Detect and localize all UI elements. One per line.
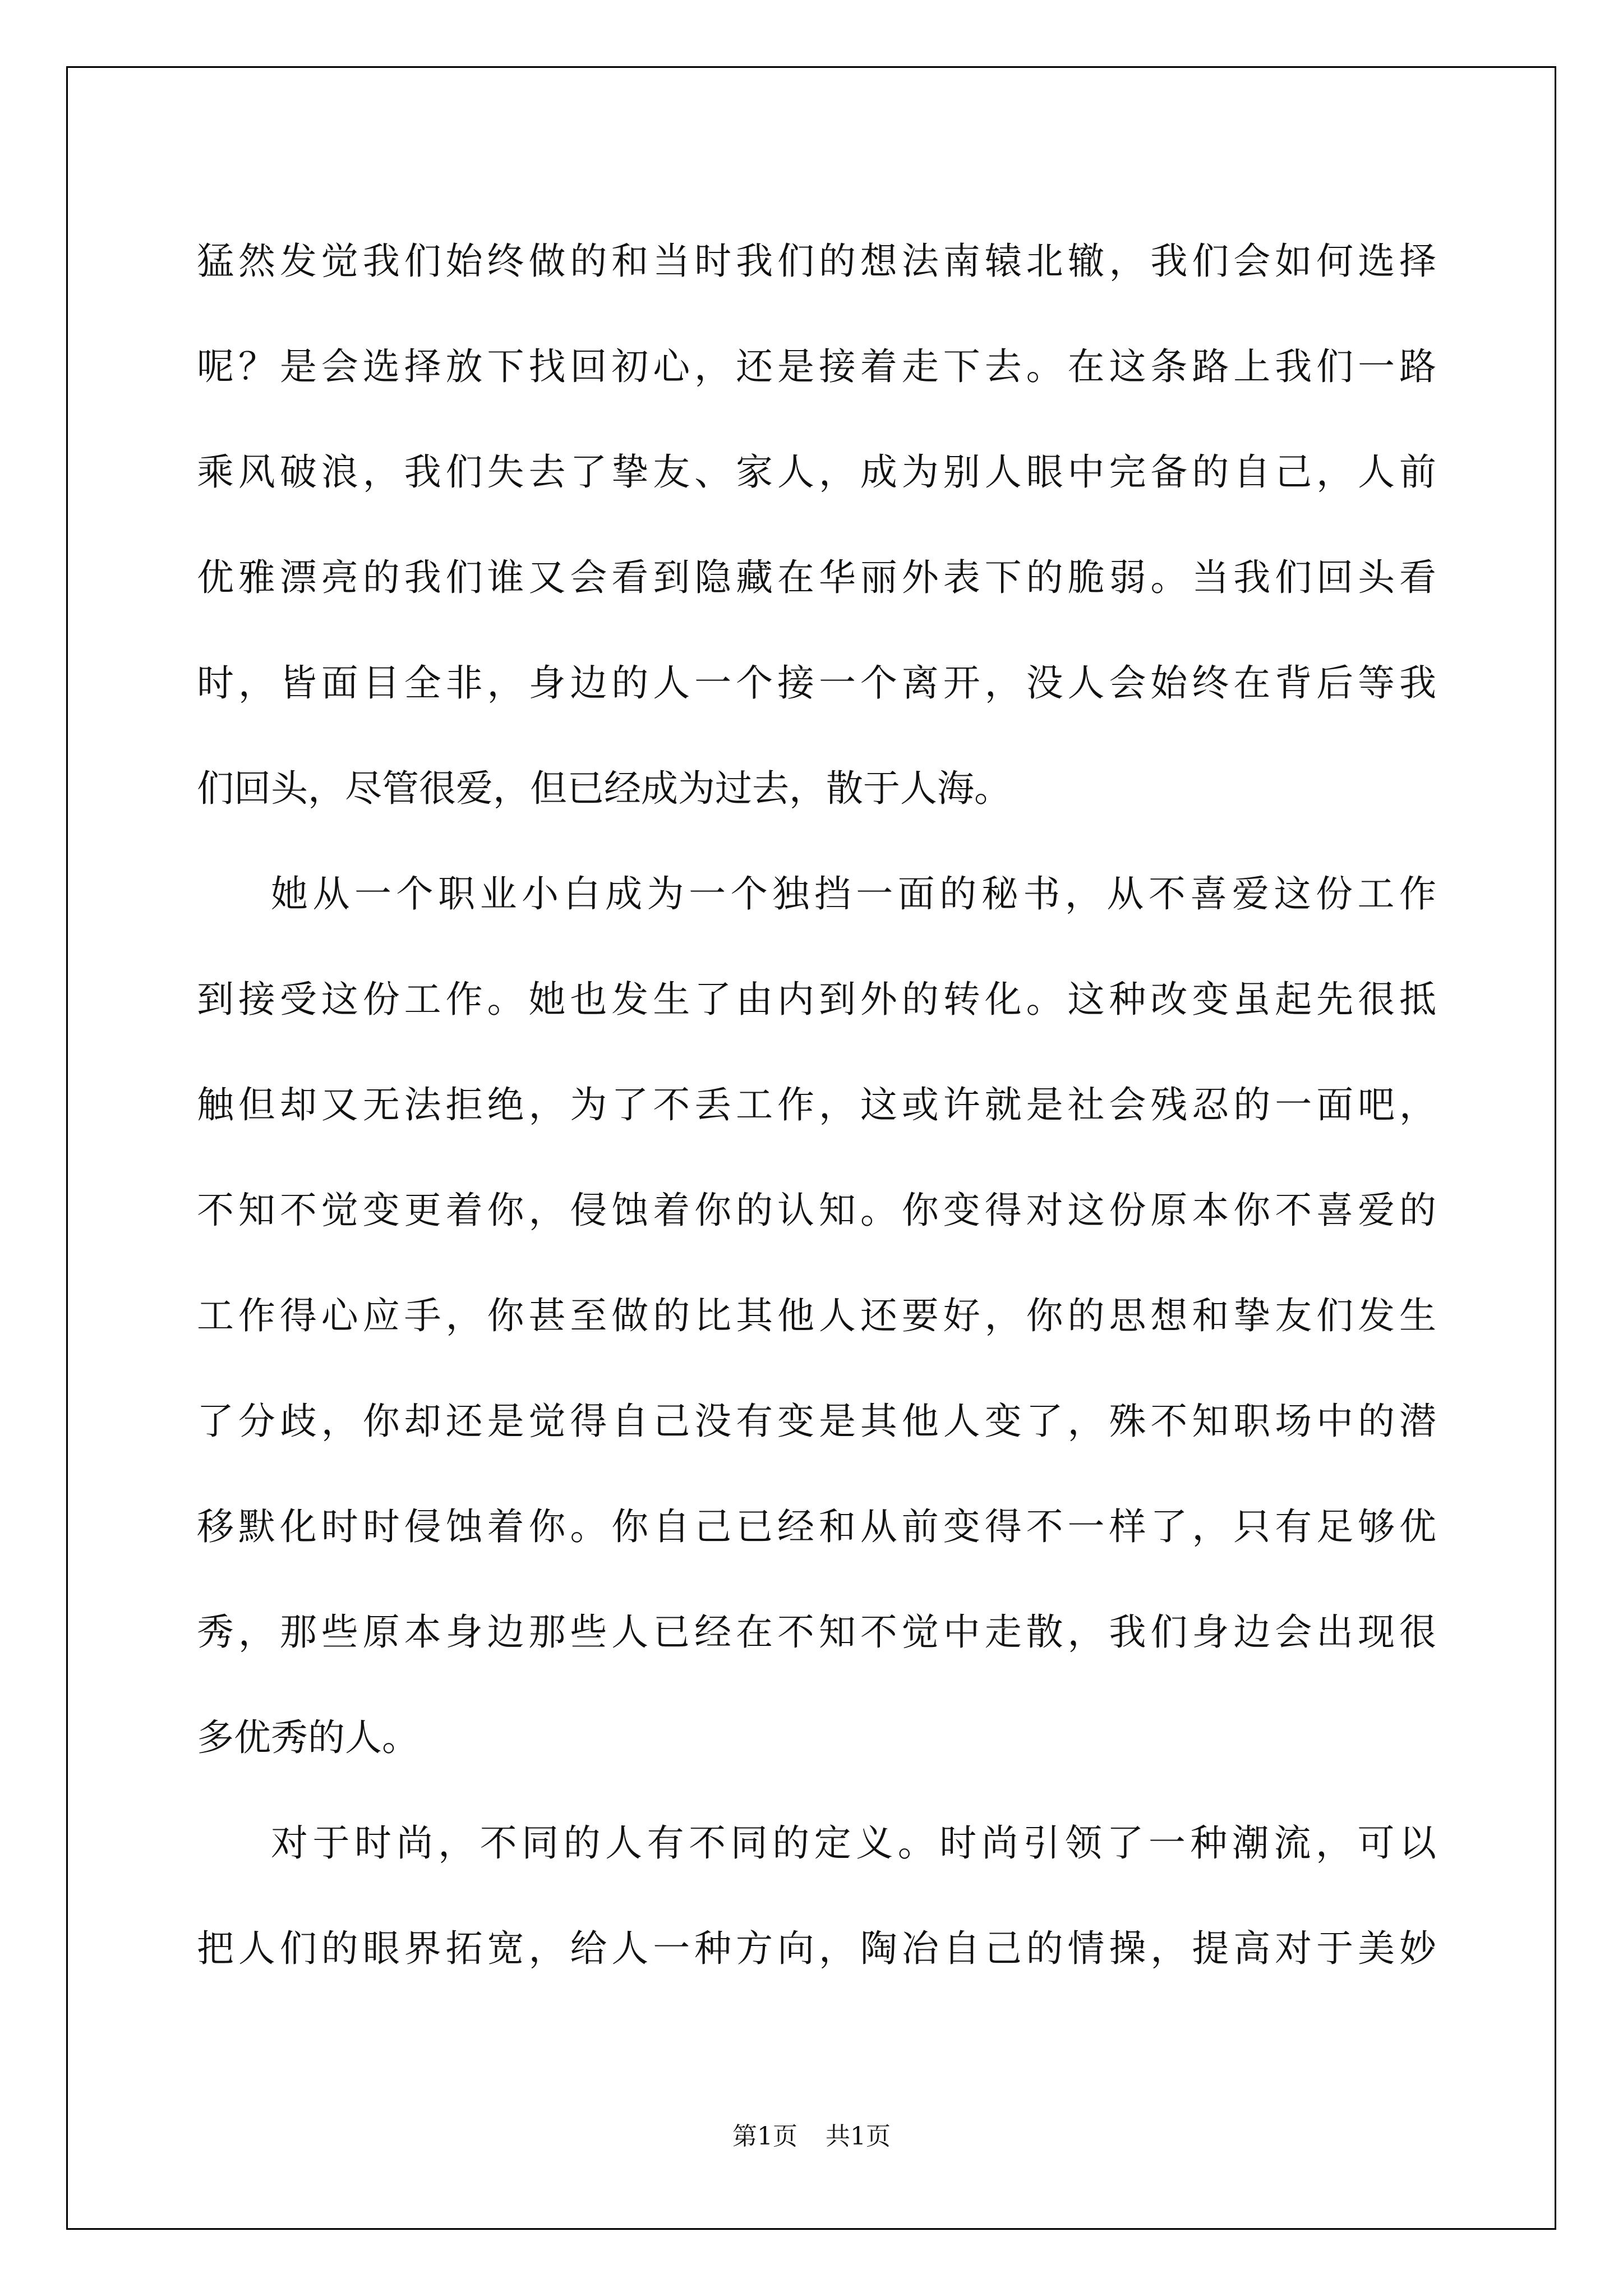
- text-line: 优雅漂亮的我们谁又会看到隐藏在华丽外表下的脆弱。当我们回头看: [197, 556, 1436, 599]
- text-line: 到接受这份工作。她也发生了由内到外的转化。这种改变虽起先很抵: [197, 978, 1436, 1021]
- text-line: 猛然发觉我们始终做的和当时我们的想法南辕北辙，我们会如何选择: [197, 240, 1436, 283]
- text-line: 工作得心应手，你甚至做的比其他人还要好，你的思想和挚友们发生: [197, 1294, 1436, 1337]
- text-line: 了分歧，你却还是觉得自己没有变是其他人变了，殊不知职场中的潜: [197, 1400, 1436, 1443]
- text-line: 对于时尚，不同的人有不同的定义。时尚引领了一种潮流，可以: [271, 1821, 1436, 1865]
- text-line: 们回头，尽管很爱，但已经成为过去，散于人海。: [197, 767, 1011, 810]
- text-line: 她从一个职业小白成为一个独挡一面的秘书，从不喜爱这份工作: [271, 872, 1436, 915]
- document-body: [197, 209, 1436, 2001]
- text-line: 时，皆面目全非，身边的人一个接一个离开，没人会始终在背后等我: [197, 661, 1436, 705]
- text-line: 移默化时时侵蚀着你。你自己已经和从前变得不一样了，只有足够优: [197, 1505, 1436, 1548]
- page-number: 第1页: [732, 2122, 797, 2151]
- text-line: 触但却又无法拒绝，为了不丢工作，这或许就是社会残忍的一面吧，: [197, 1083, 1436, 1126]
- text-line: 呢？是会选择放下找回初心，还是接着走下去。在这条路上我们一路: [197, 345, 1436, 388]
- text-line: 秀，那些原本身边那些人已经在不知不觉中走散，我们身边会出现很: [197, 1611, 1436, 1654]
- page-footer: [0, 2116, 1623, 2152]
- text-line: 乘风破浪，我们失去了挚友、家人，成为别人眼中完备的自己，人前: [197, 450, 1436, 494]
- text-line: 多优秀的人。: [197, 1716, 419, 1759]
- page-total: 共1页: [826, 2122, 891, 2151]
- text-line: 把人们的眼界拓宽，给人一种方向，陶冶自己的情操，提高对于美妙: [197, 1927, 1436, 1970]
- text-line: 不知不觉变更着你，侵蚀着你的认知。你变得对这份原本你不喜爱的: [197, 1189, 1436, 1232]
